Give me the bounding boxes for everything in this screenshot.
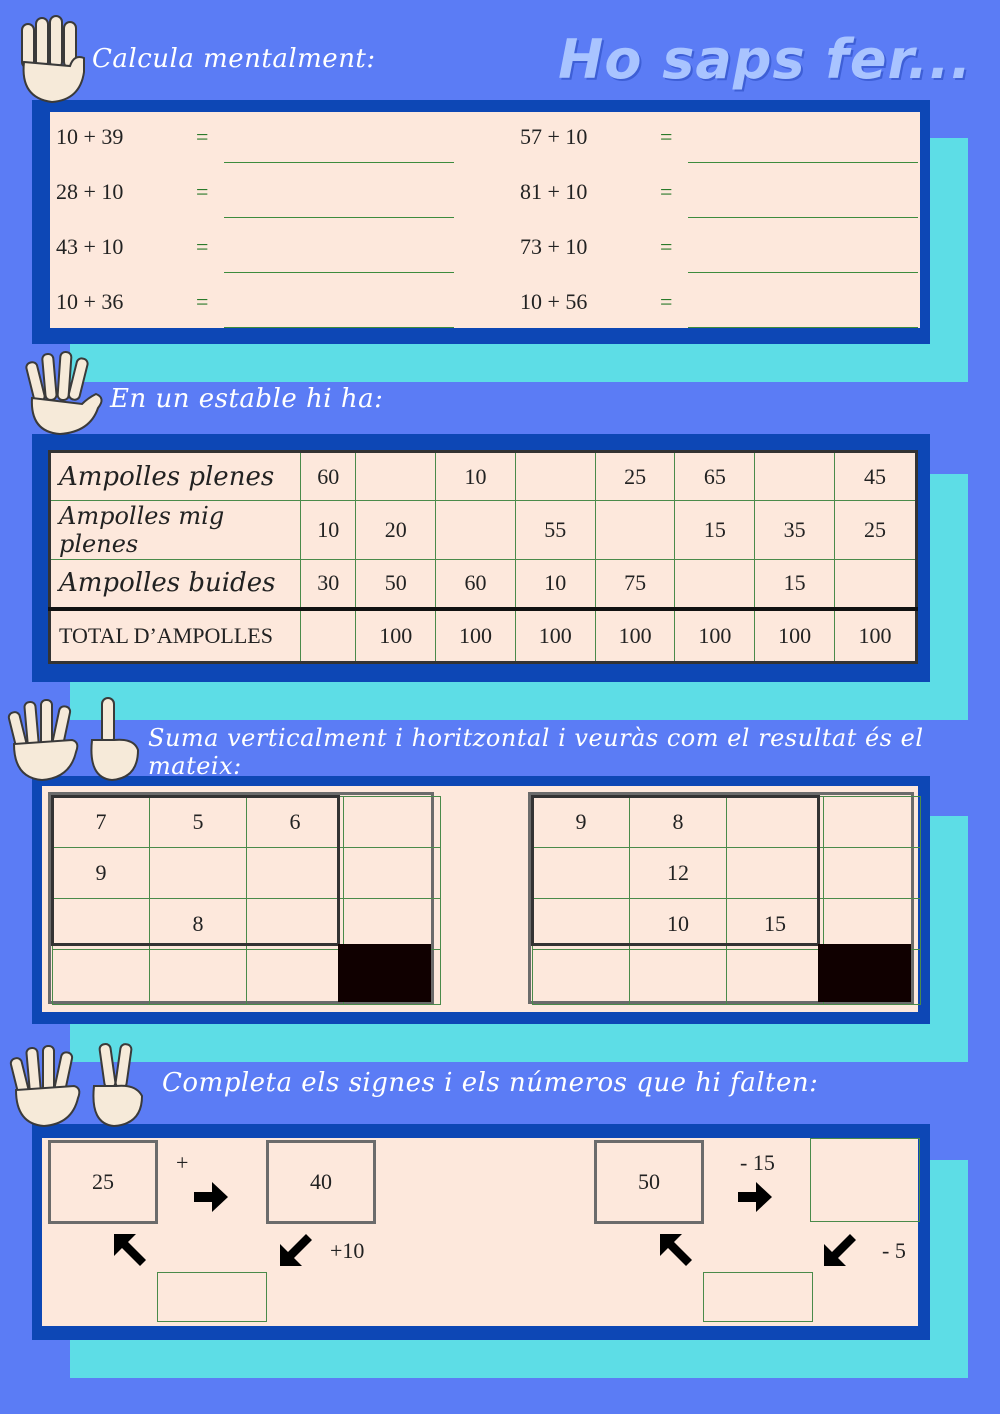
table-cell: 20 bbox=[356, 501, 436, 560]
table-cell: 60 bbox=[436, 560, 516, 609]
page-title: Ho saps fer... bbox=[558, 28, 972, 91]
chain1-op-side: +10 bbox=[330, 1238, 365, 1263]
sum-cell[interactable] bbox=[824, 899, 921, 950]
answer-line[interactable] bbox=[688, 272, 918, 273]
sum-cell[interactable] bbox=[533, 950, 630, 1005]
table-cell[interactable] bbox=[515, 452, 595, 501]
hand-five-open-icon bbox=[18, 348, 110, 440]
sum-cell[interactable] bbox=[150, 950, 247, 1005]
equation-row bbox=[520, 281, 930, 321]
table-cell: 45 bbox=[834, 452, 916, 501]
chain2-op-top: - 15 bbox=[740, 1150, 775, 1175]
grid-cell: 10 bbox=[630, 899, 727, 950]
total-row bbox=[50, 609, 917, 663]
sum-cell[interactable] bbox=[824, 848, 921, 899]
equation-expression: 57 + 10 bbox=[520, 124, 588, 149]
total-cell: 100 bbox=[834, 609, 916, 663]
table-cell: 30 bbox=[301, 560, 356, 609]
grid-cell: 8 bbox=[150, 899, 247, 950]
table-cell[interactable] bbox=[755, 452, 835, 501]
answer-line[interactable] bbox=[224, 162, 454, 163]
table-row bbox=[50, 501, 917, 560]
sum-cell[interactable] bbox=[344, 899, 441, 950]
arrow-down-left-icon bbox=[278, 1232, 314, 1268]
table-cell: 25 bbox=[834, 501, 916, 560]
arrow-right-icon bbox=[192, 1180, 230, 1214]
answer-line[interactable] bbox=[688, 217, 918, 218]
hand-five-icon bbox=[14, 14, 90, 106]
equals-sign: = bbox=[196, 124, 209, 149]
equation-expression: 10 + 39 bbox=[56, 124, 124, 149]
equation-expression: 10 + 56 bbox=[520, 289, 588, 314]
row-label: Ampolles buides bbox=[50, 560, 301, 609]
equals-sign: = bbox=[660, 234, 673, 259]
equation-row bbox=[56, 171, 466, 211]
equation-row bbox=[520, 226, 930, 266]
answer-line[interactable] bbox=[688, 327, 918, 328]
grid-cell: 9 bbox=[53, 848, 150, 899]
chain2-box-start: 50 bbox=[594, 1140, 704, 1224]
equation-row bbox=[56, 281, 466, 321]
grid2-black-cell bbox=[818, 944, 911, 1002]
table-row bbox=[50, 560, 917, 609]
arrow-up-left-icon bbox=[658, 1232, 694, 1268]
arrow-right-icon bbox=[736, 1180, 774, 1214]
equation-expression: 28 + 10 bbox=[56, 179, 124, 204]
grid-cell: 8 bbox=[630, 797, 727, 848]
equals-sign: = bbox=[660, 124, 673, 149]
chain1-answer-box[interactable] bbox=[157, 1272, 267, 1322]
table-cell: 55 bbox=[515, 501, 595, 560]
arrow-up-left-icon bbox=[112, 1232, 148, 1268]
hand-six-icon bbox=[6, 694, 146, 786]
equation-row bbox=[520, 171, 930, 211]
sum-cell[interactable] bbox=[344, 797, 441, 848]
answer-line[interactable] bbox=[224, 217, 454, 218]
grid-cell: 15 bbox=[727, 899, 824, 950]
section4-heading: Completa els signes i els números que hi falten: bbox=[162, 1068, 819, 1098]
total-cell: 100 bbox=[436, 609, 516, 663]
equals-sign: = bbox=[196, 179, 209, 204]
grid-cell: 12 bbox=[630, 848, 727, 899]
equation-expression: 10 + 36 bbox=[56, 289, 124, 314]
total-cell: 100 bbox=[675, 609, 755, 663]
total-cell: 100 bbox=[595, 609, 675, 663]
sum-cell[interactable] bbox=[344, 848, 441, 899]
equation-expression: 43 + 10 bbox=[56, 234, 124, 259]
equation-row bbox=[56, 116, 466, 156]
table-cell: 10 bbox=[515, 560, 595, 609]
table-cell: 35 bbox=[755, 501, 835, 560]
table-cell: 25 bbox=[595, 452, 675, 501]
equation-expression: 81 + 10 bbox=[520, 179, 588, 204]
hand-seven-icon bbox=[8, 1040, 158, 1132]
total-cell: 100 bbox=[755, 609, 835, 663]
sum-cell[interactable] bbox=[824, 797, 921, 848]
table-cell: 65 bbox=[675, 452, 755, 501]
equals-sign: = bbox=[660, 289, 673, 314]
chain1-box-middle: 40 bbox=[266, 1140, 376, 1224]
table-cell: 75 bbox=[595, 560, 675, 609]
total-label: TOTAL D’AMPOLLES bbox=[50, 609, 301, 663]
sum-cell[interactable] bbox=[630, 950, 727, 1005]
chain2-answer-box-bottom[interactable] bbox=[703, 1272, 813, 1322]
chain2-op-side: - 5 bbox=[882, 1238, 906, 1263]
section1-heading: Calcula mentalment: bbox=[92, 44, 376, 74]
grid-cell: 7 bbox=[53, 797, 150, 848]
table-cell[interactable] bbox=[834, 560, 916, 609]
table-row bbox=[50, 452, 917, 501]
total-cell[interactable] bbox=[301, 609, 356, 663]
grid-cell: 6 bbox=[247, 797, 344, 848]
answer-line[interactable] bbox=[688, 162, 918, 163]
section3-heading: Suma verticalment i horitzontal i veuràs com el resultat és el mateix: bbox=[148, 724, 924, 780]
table-cell: 15 bbox=[675, 501, 755, 560]
table-cell[interactable] bbox=[436, 501, 516, 560]
table-cell[interactable] bbox=[356, 452, 436, 501]
chain1-box-start: 25 bbox=[48, 1140, 158, 1224]
answer-line[interactable] bbox=[224, 272, 454, 273]
equation-row bbox=[56, 226, 466, 266]
table-cell: 15 bbox=[755, 560, 835, 609]
table-cell: 60 bbox=[301, 452, 356, 501]
grid-cell: 5 bbox=[150, 797, 247, 848]
grid1-black-cell bbox=[338, 944, 431, 1002]
grid2-inner-border bbox=[531, 795, 820, 946]
total-cell: 100 bbox=[356, 609, 436, 663]
equals-sign: = bbox=[660, 179, 673, 204]
answer-line[interactable] bbox=[224, 327, 454, 328]
equation-expression: 73 + 10 bbox=[520, 234, 588, 259]
row-label: Ampolles mig plenes bbox=[50, 501, 301, 560]
total-cell: 100 bbox=[515, 609, 595, 663]
sum-cell[interactable] bbox=[53, 950, 150, 1005]
grid-cell: 9 bbox=[533, 797, 630, 848]
bottles-table bbox=[48, 450, 918, 664]
sum-cell[interactable] bbox=[247, 950, 344, 1005]
sum-cell[interactable] bbox=[727, 950, 824, 1005]
arrow-down-left-icon bbox=[822, 1232, 858, 1268]
table-cell[interactable] bbox=[595, 501, 675, 560]
table-cell: 50 bbox=[356, 560, 436, 609]
equation-row bbox=[520, 116, 930, 156]
chain1-op-top: + bbox=[176, 1150, 189, 1175]
table-cell[interactable] bbox=[675, 560, 755, 609]
table-cell: 10 bbox=[436, 452, 516, 501]
equals-sign: = bbox=[196, 289, 209, 314]
table-cell: 10 bbox=[301, 501, 356, 560]
row-label: Ampolles plenes bbox=[50, 452, 301, 501]
equals-sign: = bbox=[196, 234, 209, 259]
section2-heading: En un estable hi ha: bbox=[110, 384, 384, 414]
chain2-answer-box-top[interactable] bbox=[810, 1138, 920, 1222]
grid1-inner-border bbox=[51, 795, 340, 946]
